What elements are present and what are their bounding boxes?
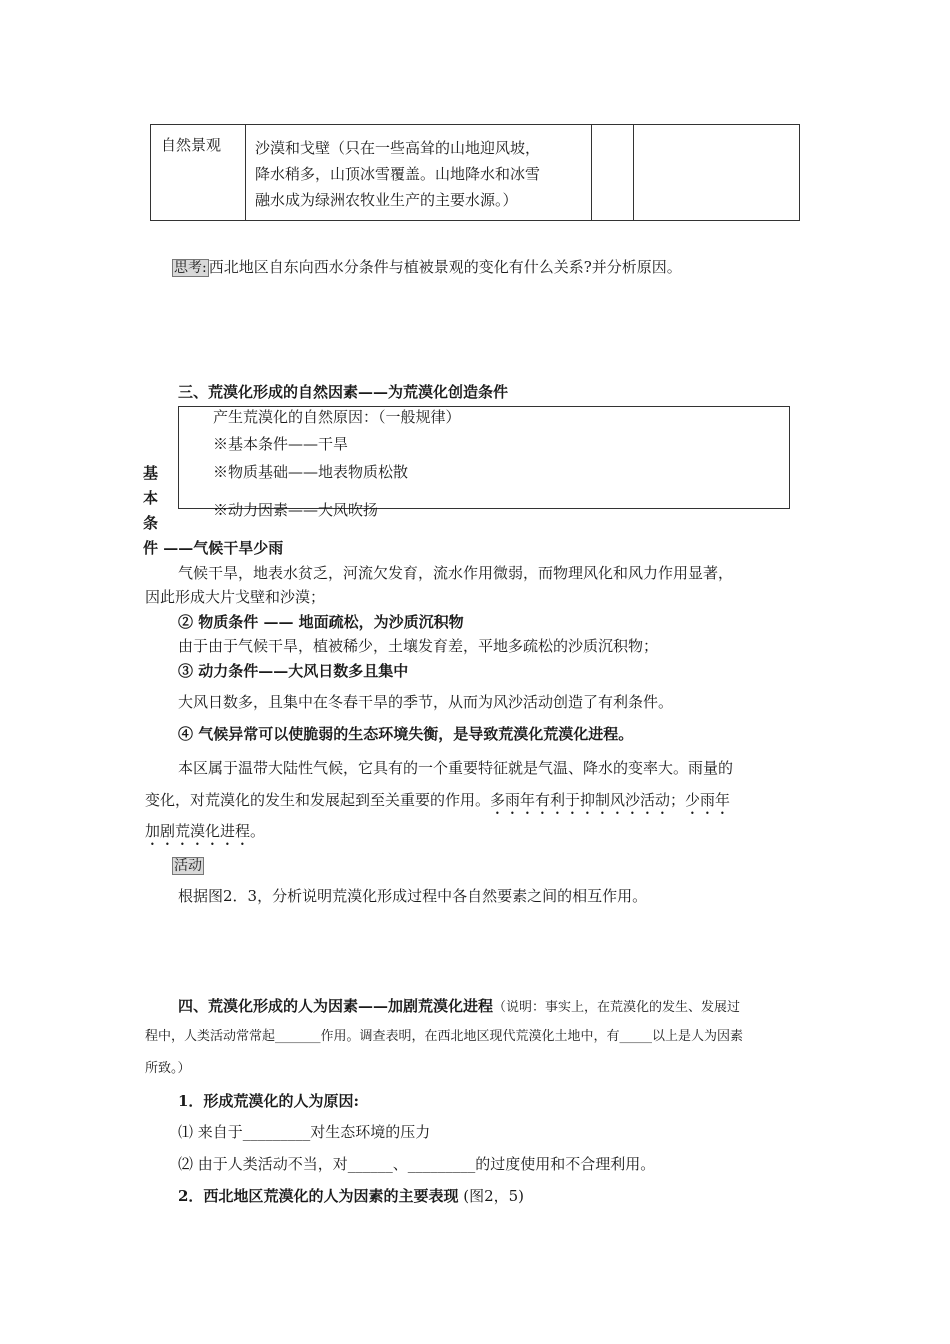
think-tag: 思考:: [174, 260, 207, 276]
natural-causes-box: [178, 406, 790, 519]
item1-body-line: 因此形成大片戈壁和沙漠；: [145, 588, 326, 606]
item4-body-line: [145, 821, 265, 849]
item1-text: ——气候干旱少雨: [158, 539, 284, 557]
item3-body: 大风日数多，且集中在冬春干旱的季节，从而为风沙活动创造了有利条件。: [178, 693, 674, 711]
section4-heading: 四、荒漠化形成的人为因素——加剧荒漠化进程: [178, 997, 494, 1015]
vertical-char: 本: [143, 489, 159, 507]
sub2-title: 2．西北地区荒漠化的人为因素的主要表现: [178, 1187, 459, 1205]
sub2-title-line: [178, 1186, 524, 1206]
vertical-char: 条: [143, 514, 159, 532]
table-divider: [245, 125, 246, 220]
item4-emphasis-text: 多雨年有利于抑制风沙活动；少雨年: [490, 791, 731, 809]
activity-tag: 活动: [174, 858, 202, 874]
table-divider: [591, 125, 592, 220]
item1-title: [143, 538, 283, 558]
table-cell-content: [255, 135, 540, 213]
item2-body: 由于由于气候干旱，植被稀少，土壤发育差，平地多疏松的沙质沉积物；: [178, 637, 659, 655]
table-content-line: 沙漠和戈壁（只在一些高耸的山地迎风坡，: [255, 139, 541, 157]
activity-tag-wrap: [172, 855, 204, 874]
section3-heading: 三、荒漠化形成的自然因素——为荒漠化创造条件: [178, 383, 509, 401]
item4-plain-text: 变化，对荒漠化的发生和发展起到至关重要的作用。: [145, 791, 491, 809]
table-divider: [633, 125, 634, 220]
item2-title: ② 物质条件 —— 地面疏松，为沙质沉积物: [178, 613, 464, 631]
table-content-line: 降水稍多，山顶冰雪覆盖。山地降水和冰雪: [255, 165, 541, 183]
box-line: ※物质基础——地表物质松散: [213, 463, 409, 481]
item4-body-line: 本区属于温带大陆性气候，它具有的一个重要特征就是气温、降水的变率大。雨量的: [178, 759, 734, 777]
table-content-line: 融水成为绿洲农牧业生产的主要水源。）: [255, 191, 518, 209]
sub1-item: ⑴ 来自于_________对生态环境的压力: [178, 1123, 431, 1141]
item1-body-line: 气候干旱，地表水贫乏，河流欠发育，流水作用微弱，而物理风化和风力作用显著，: [178, 564, 734, 582]
vertical-char: 基: [143, 464, 159, 482]
item3-title: ③ 动力条件——大风日数多且集中: [178, 662, 409, 680]
item1-char: 件: [143, 539, 159, 557]
item4-period: 。: [250, 822, 266, 840]
section4-heading-line: [178, 996, 740, 1018]
landscape-table: [150, 124, 800, 221]
think-text: 西北地区自东向西水分条件与植被景观的变化有什么关系?并分析原因。: [208, 258, 682, 276]
sub2-suffix: (图2，5): [458, 1187, 525, 1205]
item4-body-line: [145, 790, 730, 818]
section4-note-line: 程中，人类活动常常起_______作用。调查表明，在西北地区现代荒漠化土地中，有_____以上是人为因素: [145, 1029, 744, 1044]
box-line: ※动力因素——大风吹扬: [213, 501, 379, 519]
item4-emphasis-text: 加剧荒漠化进程: [145, 822, 251, 840]
activity-text: 根据图2．3，分析说明荒漠化形成过程中各自然要素之间的相互作用。: [178, 887, 648, 905]
sub1-title: 1．形成荒漠化的人为原因:: [178, 1092, 359, 1110]
think-paragraph: [172, 257, 682, 277]
table-cell-label: 自然景观: [161, 136, 222, 154]
section4-note: （说明：事实上，在荒漠化的发生、发展过: [493, 1000, 741, 1015]
box-line: 产生荒漠化的自然原因：（一般规律）: [213, 408, 461, 426]
box-line: ※基本条件——干旱: [213, 435, 349, 453]
section4-note-line: 所致。）: [145, 1061, 191, 1076]
sub1-item: ⑵ 由于人类活动不当，对______、_________的过度使用和不合理利用。: [178, 1155, 656, 1173]
item4-title: ④ 气候异常可以使脆弱的生态环境失衡，是导致荒漠化荒漠化进程。: [178, 725, 634, 743]
